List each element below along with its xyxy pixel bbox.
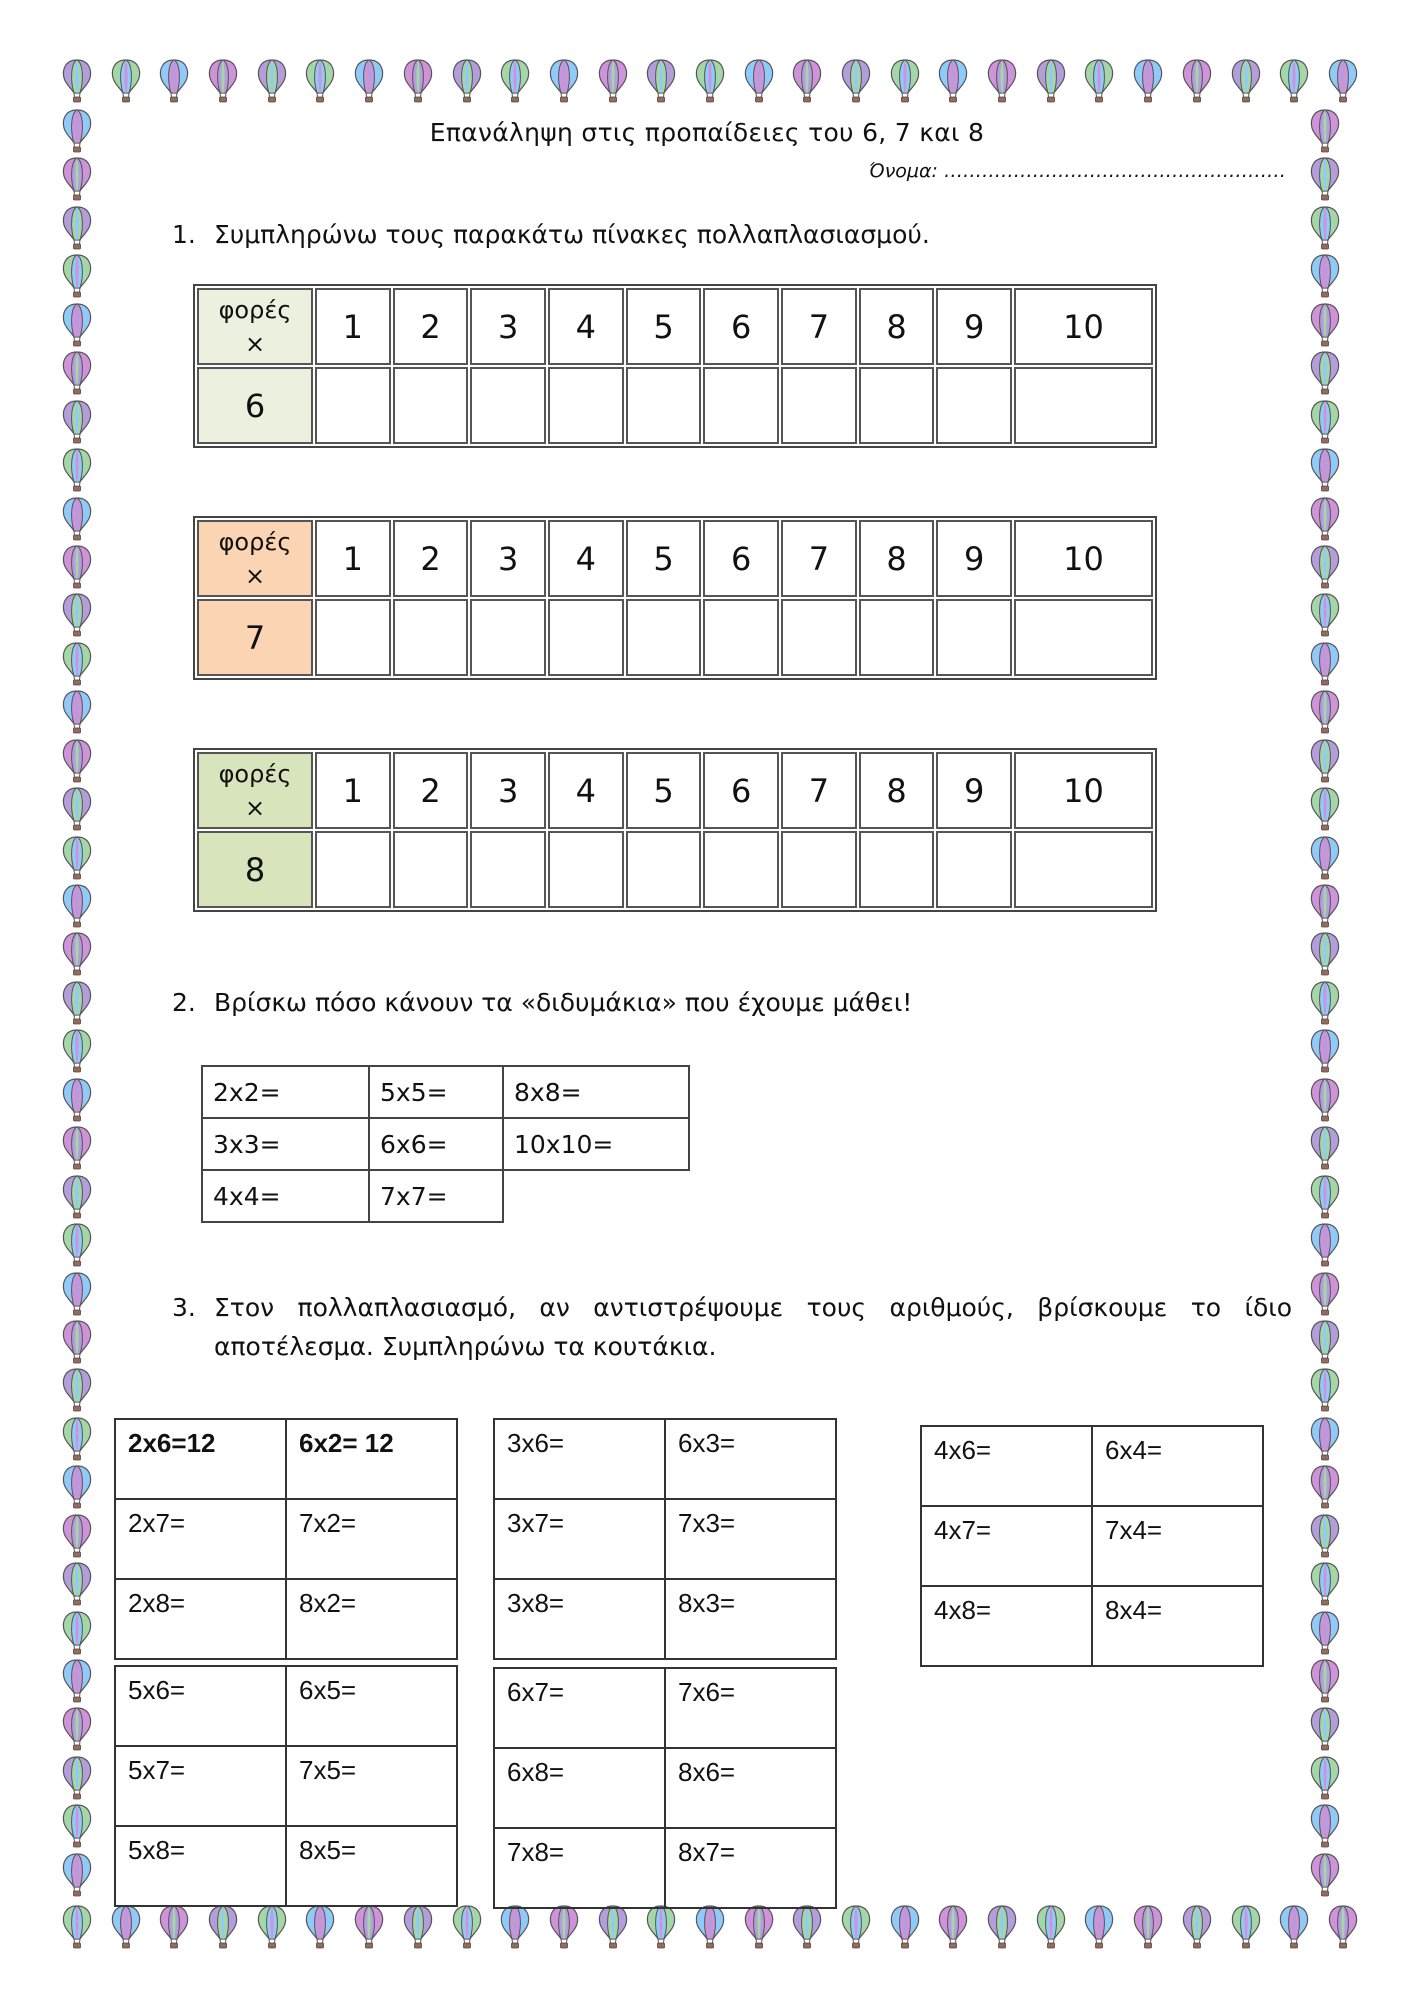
times-symbol: ×: [244, 793, 266, 822]
answer-cell[interactable]: [781, 831, 857, 908]
table-row: [202, 1118, 689, 1170]
hot-air-balloon-icon: [450, 1904, 484, 1950]
hot-air-balloon-icon: [60, 1125, 94, 1171]
product-cell[interactable]: 3x7=: [494, 1499, 665, 1579]
hot-air-balloon-icon: [790, 58, 824, 104]
question-number: 1.: [172, 220, 196, 249]
answer-cell[interactable]: [548, 831, 624, 908]
hot-air-balloon-icon: [839, 1904, 873, 1950]
hot-air-balloon-icon: [1308, 205, 1342, 251]
hot-air-balloon-icon: [60, 592, 94, 638]
hot-air-balloon-icon: [547, 1904, 581, 1950]
hot-air-balloon-icon: [1131, 1904, 1165, 1950]
hot-air-balloon-icon: [60, 786, 94, 832]
question-number: 3.: [172, 1293, 196, 1322]
question-text-line1: Στον πολλαπλασιασμό, αν αντιστρέψουμε τους αριθμούς, βρίσκουμε το ίδιο: [214, 1293, 1292, 1322]
hot-air-balloon-icon: [1308, 1077, 1342, 1123]
product-cell[interactable]: 6x4=: [1092, 1426, 1263, 1506]
answer-cell[interactable]: [703, 367, 779, 444]
table-row: [197, 831, 1153, 908]
multiplication-table-7: [193, 516, 1157, 680]
answer-cell[interactable]: [1014, 367, 1153, 444]
hot-air-balloon-icon: [936, 58, 970, 104]
hot-air-balloon-icon: [157, 1904, 191, 1950]
answer-cell[interactable]: [859, 367, 935, 444]
times-header: [197, 288, 313, 365]
hot-air-balloon-icon: [498, 1904, 532, 1950]
question-2: [172, 988, 912, 1017]
hot-air-balloon-icon: [60, 1706, 94, 1752]
column-number: 4: [548, 288, 624, 365]
table-row: [115, 1746, 457, 1826]
hot-air-balloon-icon: [1308, 835, 1342, 881]
hot-air-balloon-icon: [1308, 1513, 1342, 1559]
hot-air-balloon-icon: [1308, 1367, 1342, 1413]
hot-air-balloon-icon: [1308, 1852, 1342, 1898]
hot-air-balloon-icon: [60, 1271, 94, 1317]
times-label: φορές: [218, 295, 292, 324]
hot-air-balloon-icon: [1308, 1271, 1342, 1317]
hot-air-balloon-icon: [1082, 58, 1116, 104]
product-cell[interactable]: 7x3=: [665, 1499, 836, 1579]
hot-air-balloon-icon: [60, 980, 94, 1026]
hot-air-balloon-icon: [60, 447, 94, 493]
product-cell[interactable]: 5x7=: [115, 1746, 286, 1826]
answer-cell[interactable]: [470, 831, 546, 908]
hot-air-balloon-icon: [1308, 399, 1342, 445]
name-field[interactable]: Όνομα: ………………………………………………: [868, 160, 1286, 182]
multiplication-table-6: [193, 284, 1157, 448]
hot-air-balloon-icon: [1308, 1222, 1342, 1268]
hot-air-balloon-icon: [60, 883, 94, 929]
product-cell[interactable]: 7x6=: [665, 1668, 836, 1748]
column-number: 2: [393, 288, 469, 365]
question-text-line2: αποτέλεσμα. Συμπληρώνω τα κουτάκια.: [214, 1332, 717, 1361]
answer-cell[interactable]: [936, 831, 1012, 908]
hot-air-balloon-icon: [1308, 544, 1342, 590]
hot-air-balloon-icon: [790, 1904, 824, 1950]
product-cell[interactable]: 8x4=: [1092, 1586, 1263, 1666]
hot-air-balloon-icon: [742, 58, 776, 104]
table-row: [921, 1586, 1263, 1666]
column-number: 3: [470, 520, 546, 597]
hot-air-balloon-icon: [1308, 156, 1342, 202]
times-label: φορές: [218, 527, 292, 556]
table-row: [197, 599, 1153, 676]
hot-air-balloon-icon: [1308, 931, 1342, 977]
times-label: φορές: [218, 759, 292, 788]
hot-air-balloon-icon: [1229, 1904, 1263, 1950]
column-number: 9: [936, 520, 1012, 597]
answer-cell[interactable]: [1014, 599, 1153, 676]
column-number: 9: [936, 288, 1012, 365]
answer-cell[interactable]: [859, 831, 935, 908]
column-number: 1: [315, 520, 391, 597]
column-number: 2: [393, 752, 469, 829]
product-cell[interactable]: 6x3=: [665, 1419, 836, 1499]
table-row: [202, 1066, 689, 1118]
hot-air-balloon-icon: [1034, 58, 1068, 104]
product-cell[interactable]: 8x6=: [665, 1748, 836, 1828]
column-number: 7: [781, 752, 857, 829]
hot-air-balloon-icon: [60, 58, 94, 104]
hot-air-balloon-icon: [1308, 1803, 1342, 1849]
hot-air-balloon-icon: [985, 1904, 1019, 1950]
times-header: [197, 520, 313, 597]
question-text: Βρίσκω πόσο κάνουν τα «διδυμάκια» που έχουμε μάθει!: [214, 988, 913, 1017]
hot-air-balloon-icon: [693, 58, 727, 104]
times-header: [197, 752, 313, 829]
hot-air-balloon-icon: [1308, 1706, 1342, 1752]
table-row: [197, 752, 1153, 829]
hot-air-balloon-icon: [60, 1561, 94, 1607]
hot-air-balloon-icon: [1326, 58, 1360, 104]
balloon-border-left: [60, 108, 112, 1898]
hot-air-balloon-icon: [109, 58, 143, 104]
table-row: [494, 1668, 836, 1748]
worksheet-title: Επανάληψη στις προπαίδειες του 6, 7 και 8: [429, 118, 985, 147]
column-number: 5: [626, 288, 702, 365]
hot-air-balloon-icon: [1308, 496, 1342, 542]
table-row: [494, 1579, 836, 1659]
hot-air-balloon-icon: [1308, 1610, 1342, 1656]
hot-air-balloon-icon: [1308, 1028, 1342, 1074]
table-row: [494, 1748, 836, 1828]
doubles-cell[interactable]: 4x4=: [202, 1170, 369, 1222]
hot-air-balloon-icon: [985, 58, 1019, 104]
product-cell[interactable]: 3x6=: [494, 1419, 665, 1499]
hot-air-balloon-icon: [1131, 58, 1165, 104]
commutative-box-67: [493, 1667, 837, 1909]
answer-cell[interactable]: [393, 831, 469, 908]
hot-air-balloon-icon: [596, 58, 630, 104]
product-cell[interactable]: 5x8=: [115, 1826, 286, 1906]
answer-cell[interactable]: [315, 599, 391, 676]
hot-air-balloon-icon: [1308, 1755, 1342, 1801]
table-row: [921, 1506, 1263, 1586]
commutative-box-2: [114, 1418, 458, 1660]
hot-air-balloon-icon: [1308, 302, 1342, 348]
column-number: 7: [781, 520, 857, 597]
factor-cell: 7: [197, 599, 313, 676]
answer-cell[interactable]: [859, 599, 935, 676]
hot-air-balloon-icon: [60, 931, 94, 977]
hot-air-balloon-icon: [1308, 980, 1342, 1026]
column-number: 10: [1014, 752, 1153, 829]
hot-air-balloon-icon: [1308, 786, 1342, 832]
product-cell[interactable]: 2x7=: [115, 1499, 286, 1579]
product-cell[interactable]: 8x7=: [665, 1828, 836, 1908]
product-cell[interactable]: 6x2= 12: [286, 1419, 457, 1499]
hot-air-balloon-icon: [60, 1610, 94, 1656]
table-row: [197, 367, 1153, 444]
doubles-cell[interactable]: 3x3=: [202, 1118, 369, 1170]
hot-air-balloon-icon: [644, 1904, 678, 1950]
hot-air-balloon-icon: [109, 1904, 143, 1950]
doubles-cell[interactable]: 8x8=: [503, 1066, 689, 1118]
hot-air-balloon-icon: [60, 1755, 94, 1801]
answer-cell[interactable]: [626, 831, 702, 908]
column-number: 3: [470, 752, 546, 829]
column-number: 10: [1014, 288, 1153, 365]
column-number: 3: [470, 288, 546, 365]
product-cell[interactable]: 7x4=: [1092, 1506, 1263, 1586]
hot-air-balloon-icon: [742, 1904, 776, 1950]
product-cell[interactable]: 5x6=: [115, 1666, 286, 1746]
answer-cell[interactable]: [470, 367, 546, 444]
product-cell[interactable]: 7x8=: [494, 1828, 665, 1908]
doubles-cell-empty: [503, 1170, 689, 1222]
hot-air-balloon-icon: [352, 58, 386, 104]
hot-air-balloon-icon: [547, 58, 581, 104]
hot-air-balloon-icon: [888, 58, 922, 104]
table-row: [494, 1419, 836, 1499]
answer-cell[interactable]: [626, 367, 702, 444]
table-row: [494, 1499, 836, 1579]
hot-air-balloon-icon: [60, 1803, 94, 1849]
balloon-border-bottom: [60, 1904, 1360, 1956]
column-number: 8: [859, 520, 935, 597]
answer-cell[interactable]: [936, 367, 1012, 444]
product-cell[interactable]: 6x7=: [494, 1668, 665, 1748]
hot-air-balloon-icon: [60, 1222, 94, 1268]
hot-air-balloon-icon: [498, 58, 532, 104]
hot-air-balloon-icon: [1308, 738, 1342, 784]
doubles-cell[interactable]: 6x6=: [369, 1118, 503, 1170]
product-cell[interactable]: 6x8=: [494, 1748, 665, 1828]
factor-cell: 6: [197, 367, 313, 444]
hot-air-balloon-icon: [1308, 1561, 1342, 1607]
answer-cell[interactable]: [703, 831, 779, 908]
answer-cell[interactable]: [936, 599, 1012, 676]
product-cell[interactable]: 4x8=: [921, 1586, 1092, 1666]
hot-air-balloon-icon: [1308, 350, 1342, 396]
hot-air-balloon-icon: [60, 738, 94, 784]
hot-air-balloon-icon: [60, 641, 94, 687]
column-number: 1: [315, 288, 391, 365]
hot-air-balloon-icon: [60, 1077, 94, 1123]
times-symbol: ×: [244, 329, 266, 358]
hot-air-balloon-icon: [1308, 447, 1342, 493]
hot-air-balloon-icon: [1308, 253, 1342, 299]
column-number: 4: [548, 752, 624, 829]
answer-cell[interactable]: [548, 367, 624, 444]
hot-air-balloon-icon: [60, 689, 94, 735]
product-cell[interactable]: 4x7=: [921, 1506, 1092, 1586]
factor-cell: 8: [197, 831, 313, 908]
product-cell[interactable]: 8x3=: [665, 1579, 836, 1659]
table-row: [115, 1419, 457, 1499]
question-number: 2.: [172, 988, 196, 1017]
table-row: [115, 1826, 457, 1906]
hot-air-balloon-icon: [1308, 1658, 1342, 1704]
answer-cell[interactable]: [315, 367, 391, 444]
doubles-cell[interactable]: 10x10=: [503, 1118, 689, 1170]
hot-air-balloon-icon: [60, 1513, 94, 1559]
hot-air-balloon-icon: [1308, 883, 1342, 929]
hot-air-balloon-icon: [60, 1464, 94, 1510]
hot-air-balloon-icon: [936, 1904, 970, 1950]
table-row: [202, 1170, 689, 1222]
column-number: 5: [626, 520, 702, 597]
hot-air-balloon-icon: [1082, 1904, 1116, 1950]
hot-air-balloon-icon: [839, 58, 873, 104]
hot-air-balloon-icon: [60, 302, 94, 348]
column-number: 9: [936, 752, 1012, 829]
answer-cell[interactable]: [470, 599, 546, 676]
hot-air-balloon-icon: [1308, 641, 1342, 687]
hot-air-balloon-icon: [60, 496, 94, 542]
hot-air-balloon-icon: [1229, 58, 1263, 104]
hot-air-balloon-icon: [206, 58, 240, 104]
hot-air-balloon-icon: [157, 58, 191, 104]
hot-air-balloon-icon: [1308, 1125, 1342, 1171]
hot-air-balloon-icon: [206, 1904, 240, 1950]
doubles-cell[interactable]: 7x7=: [369, 1170, 503, 1222]
doubles-cell[interactable]: 2x2=: [202, 1066, 369, 1118]
hot-air-balloon-icon: [60, 1319, 94, 1365]
hot-air-balloon-icon: [1326, 1904, 1360, 1950]
hot-air-balloon-icon: [60, 1367, 94, 1413]
column-number: 6: [703, 752, 779, 829]
answer-cell[interactable]: [315, 831, 391, 908]
hot-air-balloon-icon: [1308, 1464, 1342, 1510]
hot-air-balloon-icon: [644, 58, 678, 104]
table-row: [115, 1499, 457, 1579]
product-cell[interactable]: 8x5=: [286, 1826, 457, 1906]
hot-air-balloon-icon: [60, 544, 94, 590]
product-cell[interactable]: 4x6=: [921, 1426, 1092, 1506]
hot-air-balloon-icon: [60, 1852, 94, 1898]
hot-air-balloon-icon: [60, 1904, 94, 1950]
product-cell[interactable]: 8x2=: [286, 1579, 457, 1659]
hot-air-balloon-icon: [1180, 58, 1214, 104]
column-number: 6: [703, 520, 779, 597]
answer-cell[interactable]: [393, 599, 469, 676]
hot-air-balloon-icon: [888, 1904, 922, 1950]
product-cell[interactable]: 2x8=: [115, 1579, 286, 1659]
hot-air-balloon-icon: [1308, 689, 1342, 735]
table-row: [115, 1666, 457, 1746]
hot-air-balloon-icon: [60, 1416, 94, 1462]
commutative-box-4: [920, 1425, 1264, 1667]
column-number: 8: [859, 752, 935, 829]
hot-air-balloon-icon: [60, 156, 94, 202]
product-cell[interactable]: 7x2=: [286, 1499, 457, 1579]
hot-air-balloon-icon: [1308, 592, 1342, 638]
doubles-cell[interactable]: 5x5=: [369, 1066, 503, 1118]
hot-air-balloon-icon: [1277, 58, 1311, 104]
column-number: 1: [315, 752, 391, 829]
hot-air-balloon-icon: [60, 399, 94, 445]
hot-air-balloon-icon: [60, 205, 94, 251]
hot-air-balloon-icon: [255, 1904, 289, 1950]
answer-cell[interactable]: [781, 367, 857, 444]
column-number: 6: [703, 288, 779, 365]
table-row: [197, 288, 1153, 365]
column-number: 8: [859, 288, 935, 365]
hot-air-balloon-icon: [1308, 1416, 1342, 1462]
hot-air-balloon-icon: [1180, 1904, 1214, 1950]
question-text: Συμπληρώνω τους παρακάτω πίνακες πολλαπλασιασμού.: [214, 220, 930, 249]
hot-air-balloon-icon: [60, 253, 94, 299]
hot-air-balloon-icon: [401, 58, 435, 104]
product-cell[interactable]: 3x8=: [494, 1579, 665, 1659]
commutative-box-5: [114, 1665, 458, 1907]
multiplication-table-8: [193, 748, 1157, 912]
product-cell[interactable]: 7x5=: [286, 1746, 457, 1826]
product-cell[interactable]: 6x5=: [286, 1666, 457, 1746]
column-number: 4: [548, 520, 624, 597]
answer-cell[interactable]: [781, 599, 857, 676]
hot-air-balloon-icon: [255, 58, 289, 104]
hot-air-balloon-icon: [1034, 1904, 1068, 1950]
hot-air-balloon-icon: [60, 1028, 94, 1074]
doubles-table: [201, 1065, 690, 1223]
hot-air-balloon-icon: [1308, 1174, 1342, 1220]
answer-cell[interactable]: [703, 599, 779, 676]
hot-air-balloon-icon: [303, 1904, 337, 1950]
answer-cell[interactable]: [393, 367, 469, 444]
hot-air-balloon-icon: [1277, 1904, 1311, 1950]
hot-air-balloon-icon: [450, 58, 484, 104]
hot-air-balloon-icon: [693, 1904, 727, 1950]
balloon-border-top: [60, 58, 1360, 110]
hot-air-balloon-icon: [352, 1904, 386, 1950]
hot-air-balloon-icon: [60, 1174, 94, 1220]
question-1: [172, 220, 930, 249]
hot-air-balloon-icon: [60, 350, 94, 396]
answer-cell[interactable]: [1014, 831, 1153, 908]
column-number: 10: [1014, 520, 1153, 597]
table-row: [494, 1828, 836, 1908]
table-row: [115, 1579, 457, 1659]
question-3: [172, 1285, 1292, 1331]
answer-cell[interactable]: [626, 599, 702, 676]
column-number: 5: [626, 752, 702, 829]
hot-air-balloon-icon: [596, 1904, 630, 1950]
hot-air-balloon-icon: [60, 1658, 94, 1704]
hot-air-balloon-icon: [1308, 1319, 1342, 1365]
hot-air-balloon-icon: [60, 835, 94, 881]
column-number: 7: [781, 288, 857, 365]
hot-air-balloon-icon: [401, 1904, 435, 1950]
hot-air-balloon-icon: [303, 58, 337, 104]
times-symbol: ×: [244, 561, 266, 590]
answer-cell[interactable]: [548, 599, 624, 676]
product-cell[interactable]: 2x6=12: [115, 1419, 286, 1499]
commutative-box-3: [493, 1418, 837, 1660]
table-row: [197, 520, 1153, 597]
balloon-border-right: [1308, 108, 1360, 1898]
table-row: [921, 1426, 1263, 1506]
column-number: 2: [393, 520, 469, 597]
